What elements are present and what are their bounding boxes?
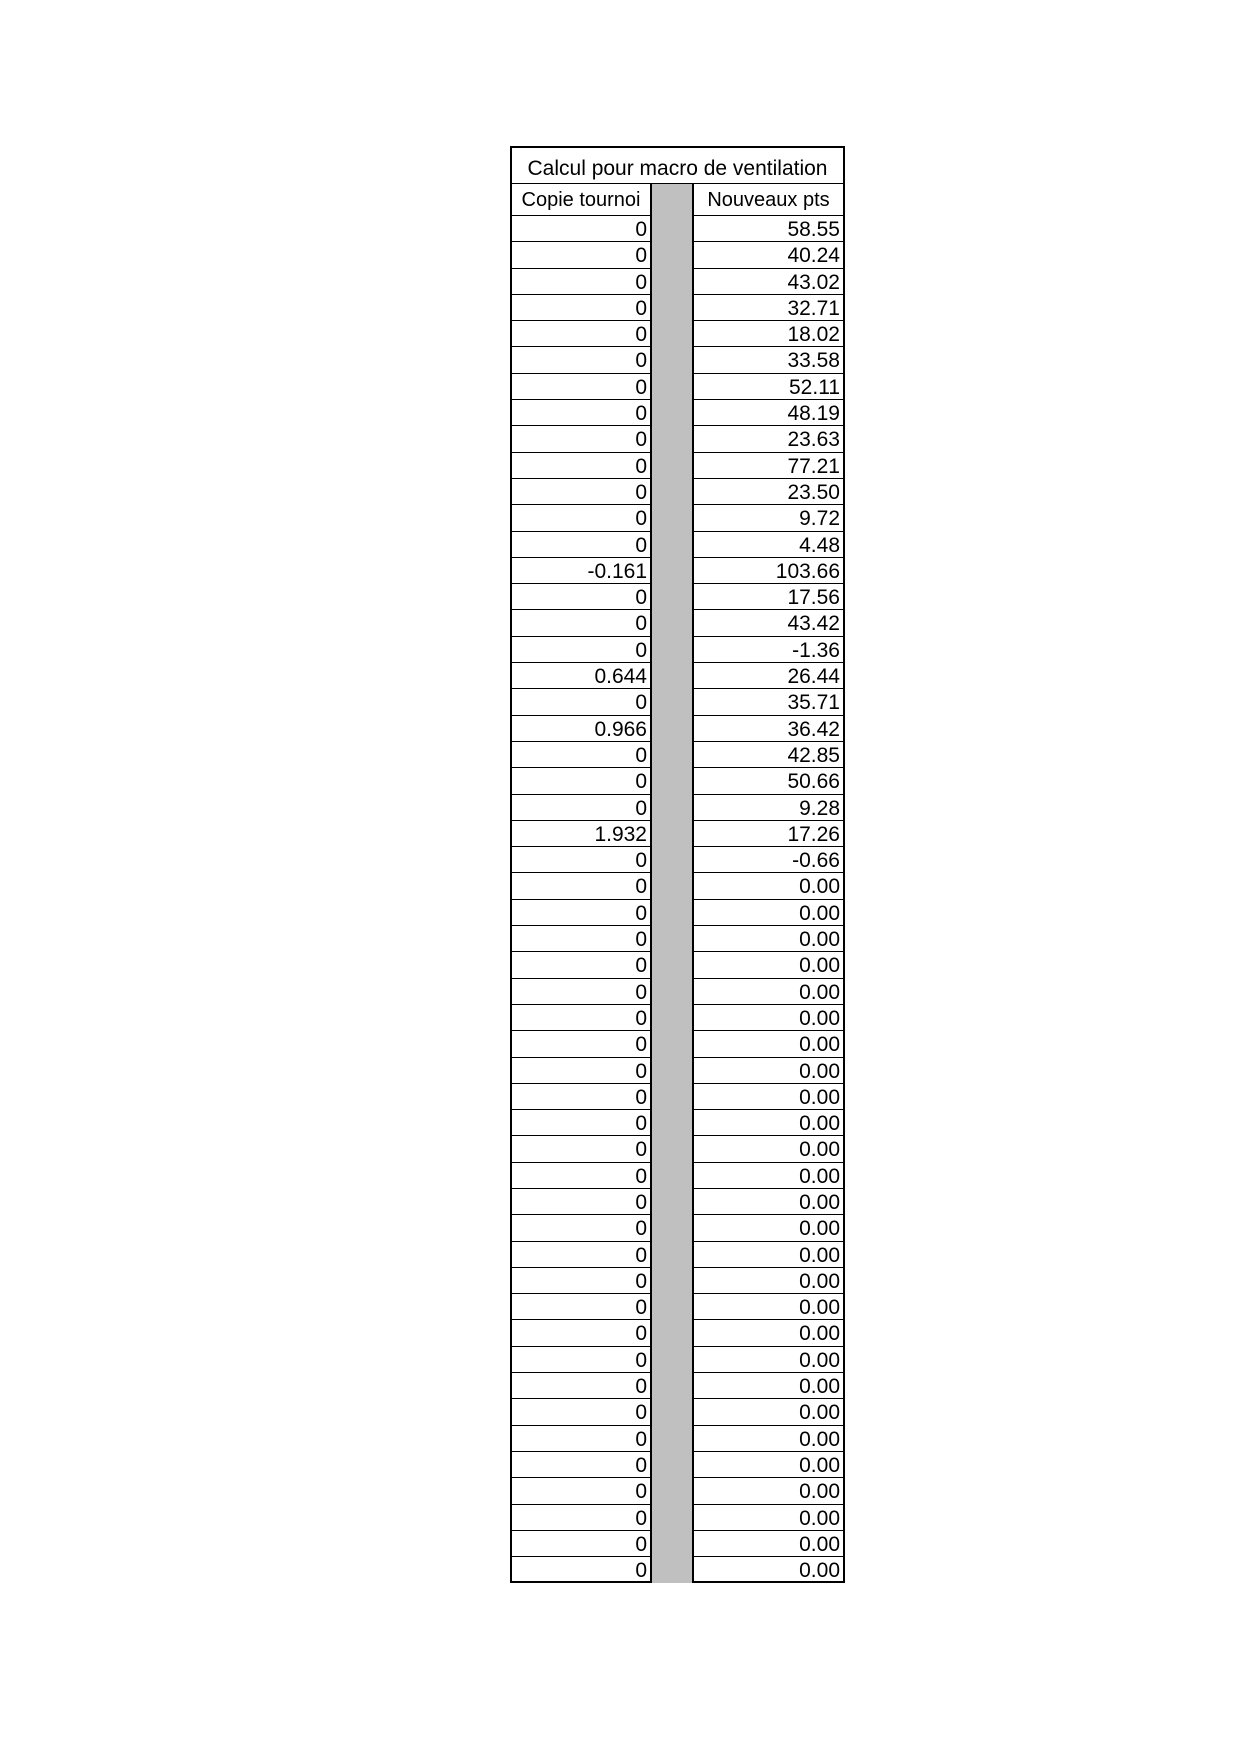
copie-tournoi-cell: 0 — [510, 1294, 652, 1320]
copie-tournoi-cell: 0 — [510, 873, 652, 899]
copie-tournoi-cell: 0 — [510, 979, 652, 1005]
copie-tournoi-cell: 0 — [510, 1557, 652, 1583]
copie-tournoi-cell: 0 — [510, 1189, 652, 1215]
table-row — [510, 1136, 845, 1162]
nouveaux-pts-cell: 0.00 — [692, 1347, 845, 1373]
nouveaux-pts-cell: 43.42 — [692, 610, 845, 636]
copie-tournoi-cell: 0 — [510, 584, 652, 610]
table-row — [510, 768, 845, 794]
nouveaux-pts-cell: 58.55 — [692, 216, 845, 242]
data-rows — [510, 216, 845, 1583]
nouveaux-pts-cell: 0.00 — [692, 1136, 845, 1162]
nouveaux-pts-cell: 0.00 — [692, 979, 845, 1005]
nouveaux-pts-cell: 0.00 — [692, 952, 845, 978]
ventilation-table — [510, 146, 845, 1583]
nouveaux-pts-cell: 0.00 — [692, 1110, 845, 1136]
copie-tournoi-cell: 0 — [510, 795, 652, 821]
nouveaux-pts-cell: 103.66 — [692, 558, 845, 584]
nouveaux-pts-cell: 43.02 — [692, 269, 845, 295]
table-row — [510, 453, 845, 479]
nouveaux-pts-cell: 0.00 — [692, 1399, 845, 1425]
nouveaux-pts-cell: 0.00 — [692, 873, 845, 899]
nouveaux-pts-cell: 0.00 — [692, 1189, 845, 1215]
copie-tournoi-cell: 0 — [510, 1110, 652, 1136]
table-row — [510, 347, 845, 373]
table-row — [510, 1058, 845, 1084]
copie-tournoi-cell: 0 — [510, 952, 652, 978]
table-row — [510, 847, 845, 873]
table-row — [510, 269, 845, 295]
table-row — [510, 1531, 845, 1557]
copie-tournoi-cell: 0 — [510, 637, 652, 663]
table-row — [510, 716, 845, 742]
nouveaux-pts-cell: 26.44 — [692, 663, 845, 689]
copie-tournoi-cell: 0 — [510, 426, 652, 452]
table-row — [510, 1189, 845, 1215]
header-nouveaux-pts: Nouveaux pts — [692, 184, 845, 216]
nouveaux-pts-cell: 52.11 — [692, 374, 845, 400]
copie-tournoi-cell: 0 — [510, 532, 652, 558]
nouveaux-pts-cell: 0.00 — [692, 1242, 845, 1268]
nouveaux-pts-cell: 0.00 — [692, 1557, 845, 1583]
table-row — [510, 637, 845, 663]
table-row — [510, 295, 845, 321]
header-copie-tournoi: Copie tournoi — [510, 184, 652, 216]
nouveaux-pts-cell: 0.00 — [692, 1058, 845, 1084]
table-row — [510, 584, 845, 610]
table-row — [510, 1215, 845, 1241]
nouveaux-pts-cell: 0.00 — [692, 1426, 845, 1452]
copie-tournoi-cell: 0 — [510, 1531, 652, 1557]
table-row — [510, 1320, 845, 1346]
table-row — [510, 926, 845, 952]
nouveaux-pts-cell: 0.00 — [692, 1215, 845, 1241]
copie-tournoi-cell: 0 — [510, 479, 652, 505]
nouveaux-pts-cell: 50.66 — [692, 768, 845, 794]
table-row — [510, 795, 845, 821]
table-row — [510, 1110, 845, 1136]
nouveaux-pts-cell: 0.00 — [692, 1163, 845, 1189]
copie-tournoi-cell: 0 — [510, 1005, 652, 1031]
nouveaux-pts-cell: 4.48 — [692, 532, 845, 558]
nouveaux-pts-cell: 77.21 — [692, 453, 845, 479]
table-row — [510, 900, 845, 926]
copie-tournoi-cell: 0 — [510, 1399, 652, 1425]
nouveaux-pts-cell: 35.71 — [692, 689, 845, 715]
copie-tournoi-cell: 0 — [510, 1058, 652, 1084]
table-row — [510, 1478, 845, 1504]
nouveaux-pts-cell: 23.63 — [692, 426, 845, 452]
table-row — [510, 610, 845, 636]
copie-tournoi-cell: 0 — [510, 768, 652, 794]
copie-tournoi-cell: 0 — [510, 1084, 652, 1110]
copie-tournoi-cell: 0 — [510, 1478, 652, 1504]
table-row — [510, 1163, 845, 1189]
copie-tournoi-cell: 0 — [510, 1163, 652, 1189]
copie-tournoi-cell: 0 — [510, 689, 652, 715]
nouveaux-pts-cell: 9.72 — [692, 505, 845, 531]
copie-tournoi-cell: 0 — [510, 1347, 652, 1373]
table-row — [510, 1347, 845, 1373]
nouveaux-pts-cell: -0.66 — [692, 847, 845, 873]
copie-tournoi-cell: 0 — [510, 1215, 652, 1241]
nouveaux-pts-cell: 0.00 — [692, 900, 845, 926]
copie-tournoi-cell: 0 — [510, 1452, 652, 1478]
copie-tournoi-cell: 0.644 — [510, 663, 652, 689]
nouveaux-pts-cell: -1.36 — [692, 637, 845, 663]
nouveaux-pts-cell: 0.00 — [692, 1373, 845, 1399]
nouveaux-pts-cell: 0.00 — [692, 1452, 845, 1478]
table-row — [510, 321, 845, 347]
nouveaux-pts-cell: 40.24 — [692, 242, 845, 268]
table-row — [510, 242, 845, 268]
table-row — [510, 1373, 845, 1399]
table-row — [510, 400, 845, 426]
table-row — [510, 873, 845, 899]
table-row — [510, 1031, 845, 1057]
table-row — [510, 1505, 845, 1531]
copie-tournoi-cell: 0 — [510, 374, 652, 400]
nouveaux-pts-cell: 0.00 — [692, 1268, 845, 1294]
table-row — [510, 1084, 845, 1110]
nouveaux-pts-cell: 48.19 — [692, 400, 845, 426]
table-row — [510, 1242, 845, 1268]
nouveaux-pts-cell: 0.00 — [692, 1478, 845, 1504]
nouveaux-pts-cell: 33.58 — [692, 347, 845, 373]
table-row — [510, 821, 845, 847]
nouveaux-pts-cell: 42.85 — [692, 742, 845, 768]
copie-tournoi-cell: 0 — [510, 1268, 652, 1294]
table-row — [510, 1399, 845, 1425]
nouveaux-pts-cell: 0.00 — [692, 1294, 845, 1320]
copie-tournoi-cell: 0 — [510, 321, 652, 347]
table-title: Calcul pour macro de ventilation — [510, 146, 845, 184]
copie-tournoi-cell: 0 — [510, 400, 652, 426]
nouveaux-pts-cell: 0.00 — [692, 1084, 845, 1110]
copie-tournoi-cell: 0 — [510, 1426, 652, 1452]
copie-tournoi-cell: 0 — [510, 453, 652, 479]
nouveaux-pts-cell: 17.26 — [692, 821, 845, 847]
table-row — [510, 374, 845, 400]
copie-tournoi-cell: 0 — [510, 1320, 652, 1346]
table-row — [510, 1005, 845, 1031]
table-row — [510, 216, 845, 242]
table-row — [510, 1452, 845, 1478]
table-body — [510, 184, 845, 1583]
copie-tournoi-cell: 0.966 — [510, 716, 652, 742]
table-row — [510, 979, 845, 1005]
copie-tournoi-cell: 0 — [510, 1242, 652, 1268]
nouveaux-pts-cell: 32.71 — [692, 295, 845, 321]
table-row — [510, 505, 845, 531]
table-row — [510, 1557, 845, 1583]
copie-tournoi-cell: 0 — [510, 216, 652, 242]
nouveaux-pts-cell: 9.28 — [692, 795, 845, 821]
nouveaux-pts-cell: 23.50 — [692, 479, 845, 505]
table-row — [510, 558, 845, 584]
table-row — [510, 1426, 845, 1452]
copie-tournoi-cell: 1.932 — [510, 821, 652, 847]
nouveaux-pts-cell: 0.00 — [692, 1320, 845, 1346]
copie-tournoi-cell: 0 — [510, 295, 652, 321]
nouveaux-pts-cell: 0.00 — [692, 1505, 845, 1531]
nouveaux-pts-cell: 0.00 — [692, 1031, 845, 1057]
nouveaux-pts-cell: 17.56 — [692, 584, 845, 610]
copie-tournoi-cell: 0 — [510, 347, 652, 373]
nouveaux-pts-cell: 18.02 — [692, 321, 845, 347]
copie-tournoi-cell: 0 — [510, 847, 652, 873]
copie-tournoi-cell: 0 — [510, 505, 652, 531]
table-row — [510, 426, 845, 452]
copie-tournoi-cell: 0 — [510, 269, 652, 295]
nouveaux-pts-cell: 0.00 — [692, 1531, 845, 1557]
copie-tournoi-cell: 0 — [510, 900, 652, 926]
copie-tournoi-cell: 0 — [510, 1136, 652, 1162]
copie-tournoi-cell: 0 — [510, 926, 652, 952]
copie-tournoi-cell: -0.161 — [510, 558, 652, 584]
copie-tournoi-cell: 0 — [510, 742, 652, 768]
copie-tournoi-cell: 0 — [510, 610, 652, 636]
table-row — [510, 1268, 845, 1294]
table-row — [510, 663, 845, 689]
header-row — [510, 184, 845, 216]
table-row — [510, 689, 845, 715]
copie-tournoi-cell: 0 — [510, 1505, 652, 1531]
table-row — [510, 952, 845, 978]
table-row — [510, 1294, 845, 1320]
nouveaux-pts-cell: 36.42 — [692, 716, 845, 742]
copie-tournoi-cell: 0 — [510, 242, 652, 268]
copie-tournoi-cell: 0 — [510, 1031, 652, 1057]
table-row — [510, 479, 845, 505]
copie-tournoi-cell: 0 — [510, 1373, 652, 1399]
table-row — [510, 532, 845, 558]
table-row — [510, 742, 845, 768]
nouveaux-pts-cell: 0.00 — [692, 926, 845, 952]
nouveaux-pts-cell: 0.00 — [692, 1005, 845, 1031]
